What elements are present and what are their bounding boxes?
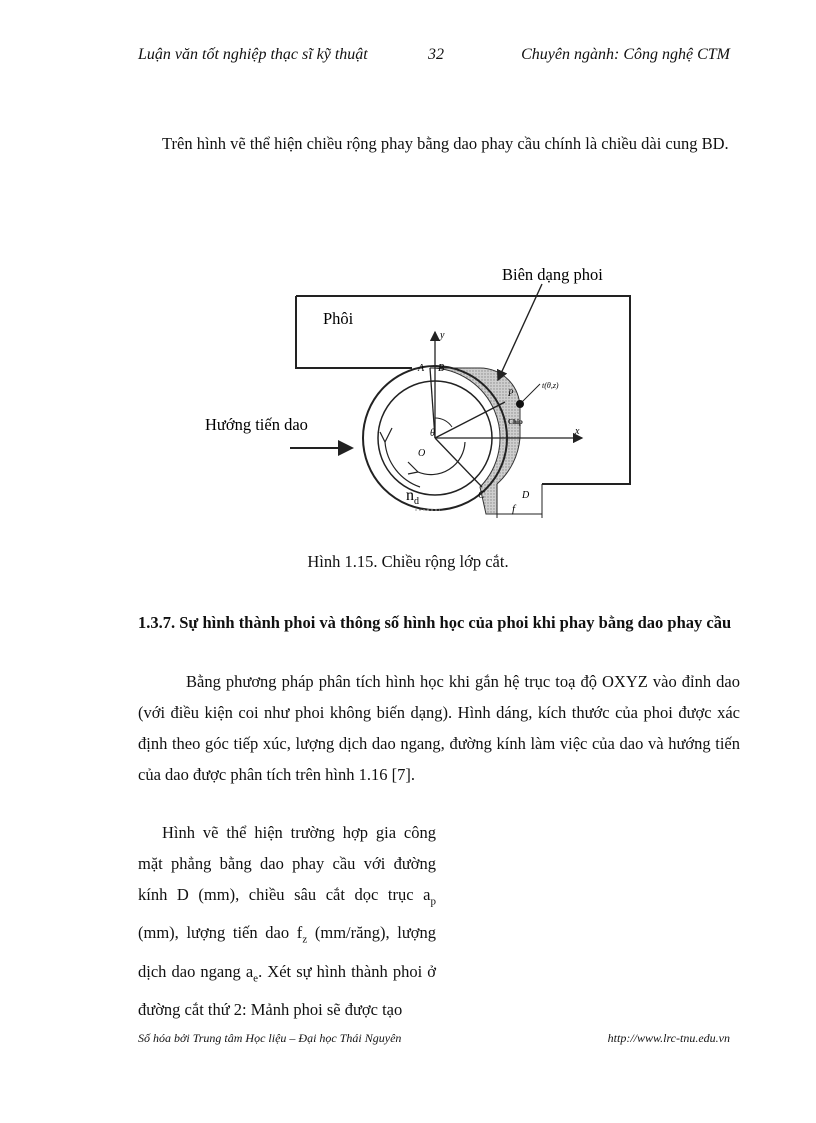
header-thesis-title: Luận văn tốt nghiệp thạc sĩ kỹ thuật (138, 46, 368, 63)
label-f: f (512, 503, 516, 515)
point-P-marker (516, 400, 524, 408)
t-leader (522, 384, 540, 402)
rotation-arc-left (385, 442, 420, 487)
radius-OC (435, 438, 482, 487)
label-feed-direction: Hướng tiến dao (205, 415, 308, 434)
label-point-C: C (478, 490, 485, 501)
body-paragraph: Bằng phương pháp phân tích hình học khi gắn hệ trục toạ độ OXYZ vào đỉnh dao (với điều kiện coi như phoi không biến dạng). Hình dáng, kích thước của phoi được xác định theo góc tiếp xúc, lượng dịch dao ngang, đường kính làm việc của dao và hướng tiến của dao được phân tích trên hình 1.16 [7]. (138, 672, 740, 784)
section-heading: 1.3.7. Sự hình thành phoi và thông số hình học của phoi khi phay bằng dao phay cầu (138, 613, 732, 632)
label-point-O: O (418, 448, 426, 459)
label-t-theta-z: t(θ,z) (542, 381, 559, 390)
milling-width-diagram (190, 262, 660, 527)
footer-source: Số hóa bởi Trung tâm Học liệu – Đại học Thái Nguyên (138, 1031, 402, 1045)
page-footer (138, 1031, 730, 1051)
label-point-A: A (418, 363, 425, 374)
label-n-d: $n_d$ (406, 487, 419, 507)
label-theta: θ (430, 428, 435, 439)
column-paragraph: Hình vẽ thể hiện trường hợp gia công mặt phẳng bằng dao phay cầu với đường kính D (mm), chiều sâu cắt dọc trục $a_p$ (mm), lượng tiến dao $f_z$ (mm/răng), lượng dịch dao ngang $a_e$. Xét sự hình thành phoi ở đường cắt thứ 2: Mảnh phoi sẽ được tạo (138, 823, 436, 1019)
label-chip: Chip (508, 418, 523, 426)
rotation-arrow-inner (408, 462, 418, 474)
label-axis-x: x (575, 426, 580, 437)
theta-arc (435, 418, 452, 427)
label-axis-y: y (440, 330, 445, 341)
chip-profile-leader (498, 284, 542, 380)
page-header (138, 46, 730, 70)
label-point-P: P (508, 388, 514, 398)
header-page-number: 32 (428, 46, 444, 63)
figure-caption: Hình 1.15. Chiều rộng lớp cắt. (307, 552, 509, 571)
radius-theta (435, 402, 505, 438)
label-chip-profile: Biên dạng phoi (502, 265, 603, 284)
label-point-D: D (522, 490, 530, 501)
header-specialty: Chuyên ngành: Công nghệ CTM (521, 46, 730, 63)
label-workpiece: Phôi (323, 309, 354, 328)
intro-paragraph: Trên hình vẽ thể hiện chiều rộng phay bằng dao phay cầu chính là chiều dài cung BD. (162, 134, 729, 153)
footer-url: http://www.lrc-tnu.edu.vn (607, 1031, 730, 1045)
rotation-arrow-left (380, 428, 392, 442)
label-point-B: B (438, 363, 445, 374)
figure-1-15 (190, 262, 660, 527)
